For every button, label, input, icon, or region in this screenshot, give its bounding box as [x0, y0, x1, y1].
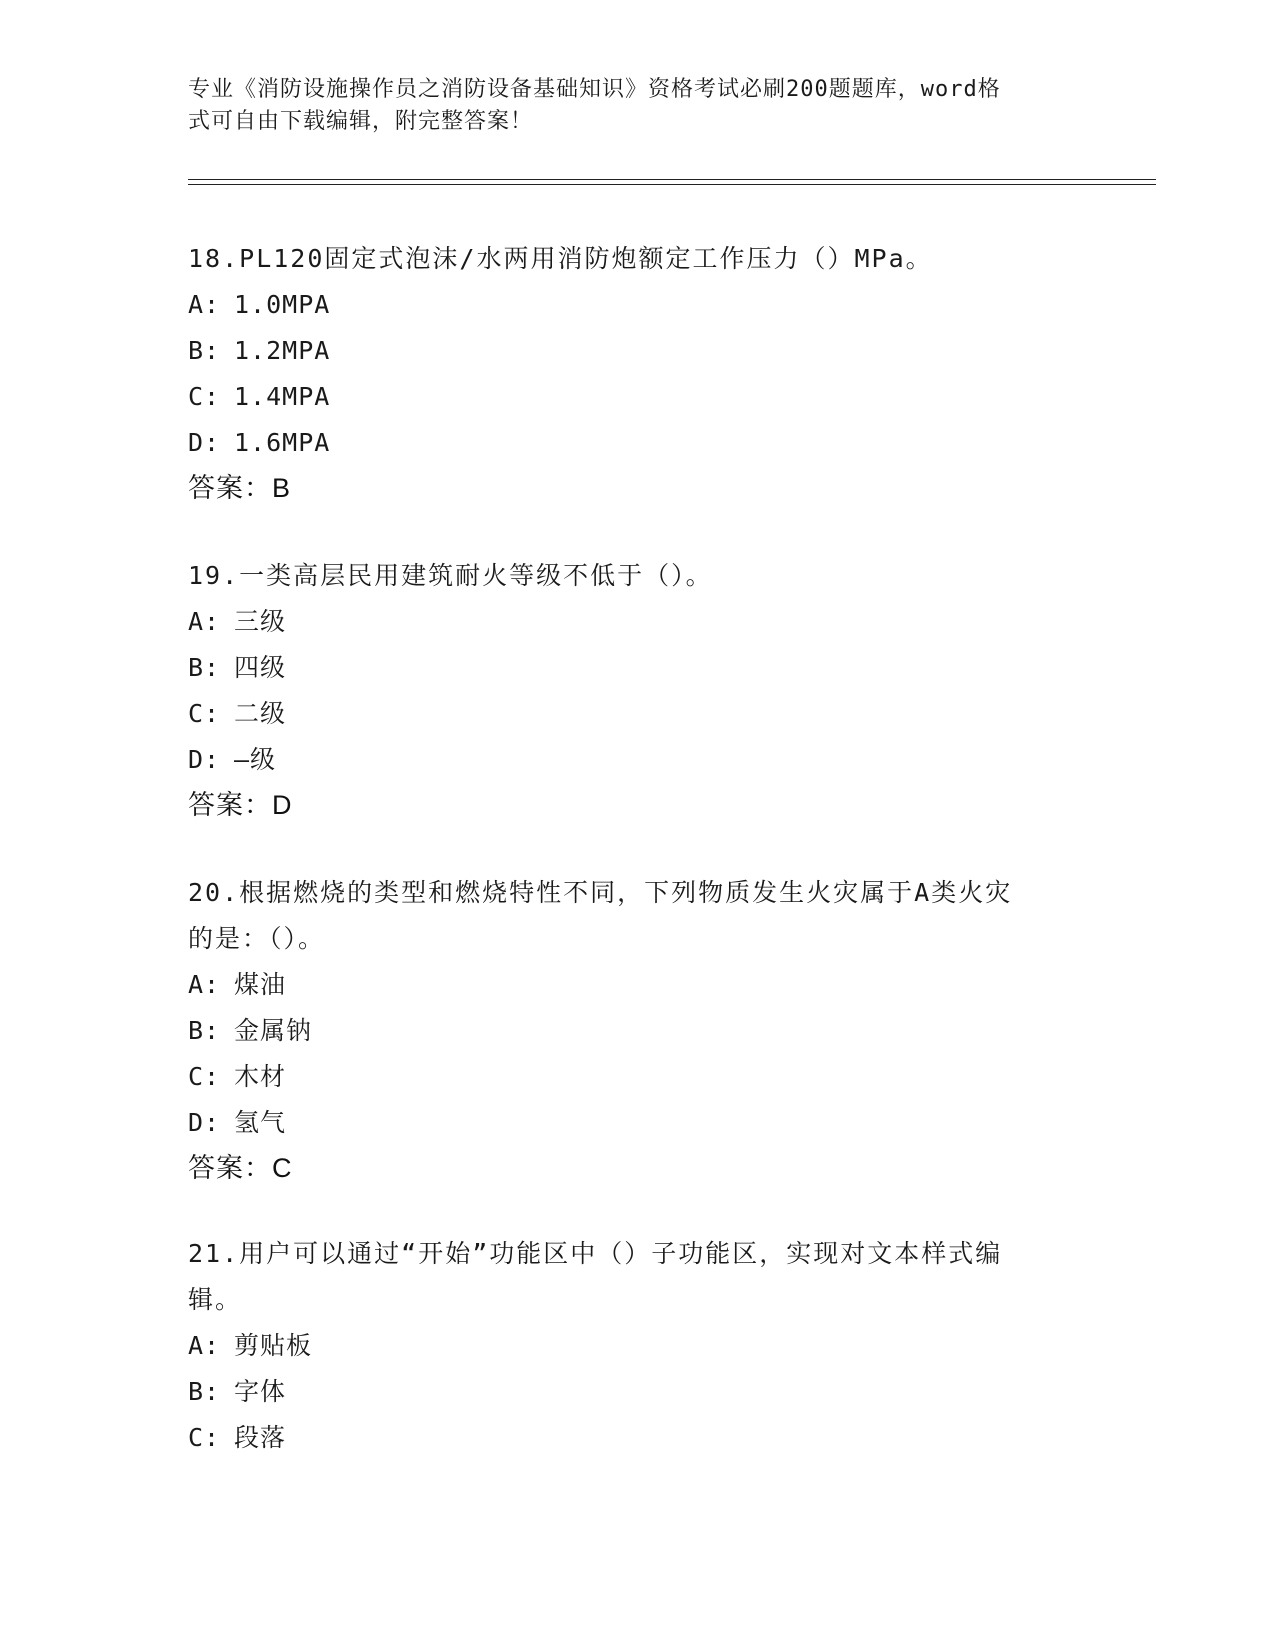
option-b: [188, 328, 1088, 374]
option-text: 煤油: [234, 970, 287, 999]
answer-line: [188, 1146, 1088, 1190]
answer-line: [188, 466, 1088, 510]
option-letter: A:: [188, 607, 221, 636]
question-title-continued: 的是：（）。: [188, 924, 326, 953]
option-text: 1.4MPA: [234, 382, 331, 411]
option-letter: D:: [188, 1108, 221, 1137]
answer-value: B: [272, 473, 291, 503]
option-a: [188, 962, 1088, 1008]
answer-line: [188, 783, 1088, 827]
option-text: —级: [234, 745, 277, 774]
question-21: [188, 1231, 1088, 1461]
question-title: 18.PL120固定式泡沫/水两用消防炮额定工作压力（）MPa。: [188, 244, 933, 273]
option-text: 三级: [234, 607, 287, 636]
option-a: [188, 282, 1088, 328]
option-b: [188, 1008, 1088, 1054]
option-letter: A:: [188, 290, 221, 319]
option-text: 段落: [234, 1423, 287, 1452]
question-title-continued: 辑。: [188, 1285, 243, 1314]
option-letter: C:: [188, 382, 221, 411]
option-letter: A:: [188, 1331, 221, 1360]
question-20: [188, 870, 1088, 1190]
option-letter: B:: [188, 336, 221, 365]
option-c: [188, 1415, 1088, 1461]
option-d: [188, 1100, 1088, 1146]
option-letter: C:: [188, 1062, 221, 1091]
option-text: 1.0MPA: [234, 290, 331, 319]
answer-value: D: [272, 790, 292, 820]
option-c: [188, 1054, 1088, 1100]
option-c: [188, 691, 1088, 737]
option-d: [188, 420, 1088, 466]
option-letter: C:: [188, 1423, 221, 1452]
option-b: [188, 645, 1088, 691]
option-letter: A:: [188, 970, 221, 999]
header-line-2: 式可自由下载编辑，附完整答案！: [188, 109, 534, 134]
option-b: [188, 1369, 1088, 1415]
question-title: 20.根据燃烧的类型和燃烧特性不同，下列物质发生火灾属于A类火灾: [188, 878, 1013, 907]
option-a: [188, 1323, 1088, 1369]
option-letter: B:: [188, 1377, 221, 1406]
option-letter: C:: [188, 699, 221, 728]
answer-label: 答案：: [188, 1153, 272, 1183]
option-letter: D:: [188, 428, 221, 457]
option-text: 二级: [234, 699, 287, 728]
header-line-1: 专业《消防设施操作员之消防设备基础知识》资格考试必刷200题题库，word格: [188, 77, 1001, 102]
option-a: [188, 599, 1088, 645]
answer-value: C: [272, 1153, 292, 1183]
header-divider-top: [188, 179, 1156, 180]
answer-label: 答案：: [188, 790, 272, 820]
option-letter: B:: [188, 653, 221, 682]
option-letter: B:: [188, 1016, 221, 1045]
option-text: 1.2MPA: [234, 336, 331, 365]
question-title: 19.一类高层民用建筑耐火等级不低于（）。: [188, 561, 713, 590]
question-title: 21.用户可以通过“开始”功能区中（）子功能区，实现对文本样式编: [188, 1239, 1003, 1268]
header-divider-bottom: [188, 184, 1156, 185]
option-text: 字体: [234, 1377, 287, 1406]
option-d: [188, 737, 1088, 783]
option-letter: D:: [188, 745, 221, 774]
option-text: 四级: [234, 653, 287, 682]
question-18: [188, 236, 1088, 510]
option-text: 剪贴板: [234, 1331, 313, 1360]
option-c: [188, 374, 1088, 420]
answer-label: 答案：: [188, 473, 272, 503]
document-header: [188, 74, 1088, 138]
option-text: 1.6MPA: [234, 428, 331, 457]
question-19: [188, 553, 1088, 827]
option-text: 木材: [234, 1062, 287, 1091]
option-text: 氢气: [234, 1108, 287, 1137]
option-text: 金属钠: [234, 1016, 313, 1045]
